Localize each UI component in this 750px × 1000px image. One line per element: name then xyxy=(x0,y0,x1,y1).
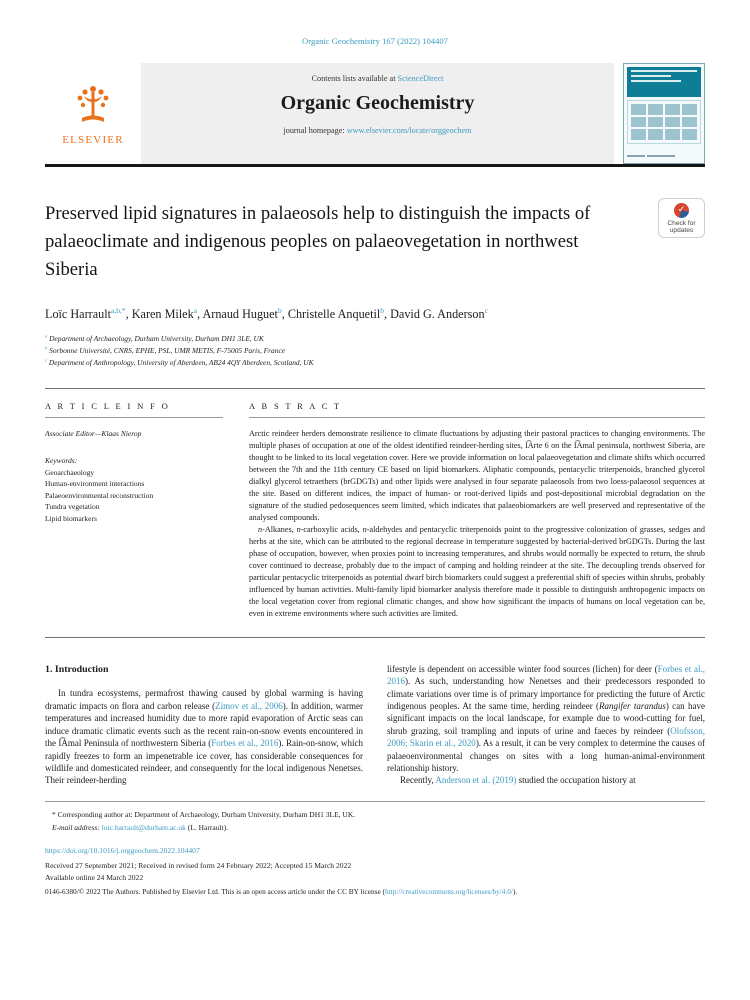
crossmark-icon xyxy=(674,203,689,218)
elsevier-tree-icon xyxy=(72,82,114,132)
associate-editor: Associate Editor—Klaas Nierop xyxy=(45,429,142,439)
affiliation-c: $^c$ Department of Anthropology, University of Aberdeen, AB24 4QY Aberdeen, Scotland, UK xyxy=(45,357,314,368)
body-paragraph: In tundra ecosystems, permafrost thawing caused by global warming is having dramatic impacts on flora and carbon release (Zimov et al., 2006). In addition, warmer temperatures and increased humidity due to more rapid evaporation of Arctic seas can induce dramatic climatic events such as the recent rain-on-snow events encountered in the I͡Amal Peninsula of northwestern Siberia (Forbes et al., 2016). Rain-on-snow, which rapidly freezes to form an impenetrable ice cover, has considerable consequences for wildlife and domesticated reindeer, and consequently for the local indigenous Nenetses. Their reindeer-herding xyxy=(45,688,363,786)
cover-title-block xyxy=(627,67,701,97)
article-info-column xyxy=(45,402,223,620)
contents-line xyxy=(141,74,614,83)
doi-link[interactable]: https://doi.org/10.1016/j.orggeochem.2022.104407 xyxy=(45,846,200,856)
article-body xyxy=(45,663,705,787)
keyword-item: Tundra vegetation xyxy=(45,502,100,512)
footnote-address: * Corresponding author at: Department of Archaeology, Durham University, Durham DH1 3LE, UK. xyxy=(52,809,356,819)
header-rule xyxy=(45,164,705,167)
check-for-updates-badge[interactable] xyxy=(658,198,705,238)
body-paragraph: lifestyle is dependent on accessible winter food sources (lichen) for deer (Forbes et al., 2016). As such, understanding how Nenetses and their predecessors responded to climate variations over time is of primary importance for predicting the future of Arctic indigenous peoples. At the same time, herding reindeer (Rangifer tarandus) can have significant impacts on the local landscape, for example due to wood-cutting for fuel, shrub grazing, soil trampling and inputs of urine and faeces by reindeer (Olofsson, 2006; Skarin et al., 2020). As a result, it can be very complex to determine the causes of palaeoenvironmental changes on sites with a long human-animal-environment relationship history. xyxy=(387,663,705,774)
copyright-line: 0146-6380/© 2022 The Authors. Published by Elsevier Ltd. This is an open access article under the CC BY license (http://creativecommons.org/licenses/by/4.0/). xyxy=(45,886,518,896)
check-updates-label-2: updates xyxy=(669,227,694,234)
sciencedirect-link[interactable]: ScienceDirect xyxy=(397,74,444,83)
article-info-heading: A R T I C L E I N F O xyxy=(45,402,223,418)
abstract-column xyxy=(249,402,705,620)
received-dates: Received 27 September 2021; Received in revised form 24 February 2022; Accepted 15 March 2022 xyxy=(45,861,352,871)
keyword-item: Palaeoenvironmental reconstruction xyxy=(45,490,154,500)
authors-line: Loïc Harrault$^{a,b,*}$, Karen Milek$^a$, Arnaud Huguet$^b$, Christelle Anquetil$^b$, David G. Anderson$^c$ xyxy=(45,305,488,321)
homepage-link[interactable]: www.elsevier.com/locate/orggeochem xyxy=(346,126,472,135)
cover-art xyxy=(627,100,701,144)
body-left-column xyxy=(45,663,363,787)
homepage-prefix: journal homepage: xyxy=(283,126,347,135)
elsevier-wordmark: ELSEVIER xyxy=(62,133,124,146)
keyword-item: Lipid biomarkers xyxy=(45,514,97,524)
info-abstract-section xyxy=(45,388,705,638)
corresponding-author-footnote xyxy=(45,801,705,835)
journal-citation[interactable]: Organic Geochemistry 167 (2022) 104407 xyxy=(302,36,448,46)
keyword-item: Geoarchaeology xyxy=(45,467,95,477)
check-updates-label-1: Check for xyxy=(667,220,696,227)
abstract-paragraph-1: Arctic reindeer herders demonstrate resilience to climate fluctuations by adjusting their pastoral practices to changing environments. The multiple phases of occupation at one of the oldest identified reindeer-herding sites, I͡Arte 6 on the I͡Amal peninsula, northwest Siberia, are thought to be linked to its local vegetation cover. Here we provide information on local palaeovegetation and climate shifts which occurred between the 7th and the 11th century CE based on lipid biomarkers. Aliphatic compounds, pentacyclic triterpenoids, branched glycerol dialkyl glycerol tetraethers (brGDGTs) and other lipids were analysed in four separate palaeosols from two loess-palaeosol sequences at the site. Based on different indices, the impact of human- or root-derived lipids and post-depositional microbial degradation on the signature of the studied pedosequences seem limited, which indicates that palaeobiomarkers are well preserved and representative of the analysed compounds. xyxy=(249,429,705,523)
contents-prefix: Contents lists available at xyxy=(311,74,398,83)
article-title: Preserved lipid signatures in palaeosols help to distinguish the impacts of palaeoclimate and indigenous peoples on palaeovegetation in northwest Siberia xyxy=(45,203,591,280)
keywords-label: Keywords: xyxy=(45,455,78,465)
body-right-column xyxy=(387,663,705,787)
journal-header-band xyxy=(141,63,614,164)
affiliation-a: $^a$ Department of Archaeology, Durham University, Durham DH1 3LE, UK xyxy=(45,333,264,343)
homepage-line xyxy=(141,126,614,135)
affiliations xyxy=(45,333,705,370)
cover-footer xyxy=(627,147,701,157)
section-1-heading: 1. Introduction xyxy=(45,663,109,675)
footnote-email-line[interactable]: E-mail address: loic.harrault@durham.ac.uk (L. Harrault). xyxy=(52,822,228,832)
masthead xyxy=(45,63,705,164)
elsevier-logo xyxy=(45,63,141,164)
available-online: Available online 24 March 2022 xyxy=(45,873,144,883)
journal-title: Organic Geochemistry xyxy=(280,92,475,114)
journal-cover-thumbnail[interactable] xyxy=(623,63,705,164)
abstract-heading: A B S T R A C T xyxy=(249,402,705,418)
abstract-paragraph-2: n-Alkanes, n-carboxylic acids, n-aldehydes and pentacyclic triterpenoids point to the progressive colonization of grasses, sedges and herbs at the site, which can be attributed to the regional decrease in temperature suggested by bacterial-derived brGDGTs. During the last phase of occupation, however, when proxies point to increasing temperatures, and shrubs would normally be expected to return, the shrub cover continued to decrease, probably due to the impact of camping and holding reindeer at the site. The decoupling trends observed for particular pentacyclic triterpenoids as potential dwarf birch biomarkers could suggest a preferential shift of species within shrubs, probably influenced by human activities. Multi-family lipid biomarker analysis therefore made it possible to distinguish anthropogenic impacts on the local vegetation cover from regional climatic changes, and show how significant the impacts of humans on local vegetation can be, even in extreme environments where such activities are limited. xyxy=(249,525,705,618)
keyword-item: Human-environment interactions xyxy=(45,479,145,489)
affiliation-b: $^b$ Sorbonne Université, CNRS, EPHE, PSL, UMR METIS, F-75005 Paris, France xyxy=(45,345,285,355)
body-paragraph: Recently, Anderson et al. (2019) studied the occupation history at xyxy=(400,775,636,786)
